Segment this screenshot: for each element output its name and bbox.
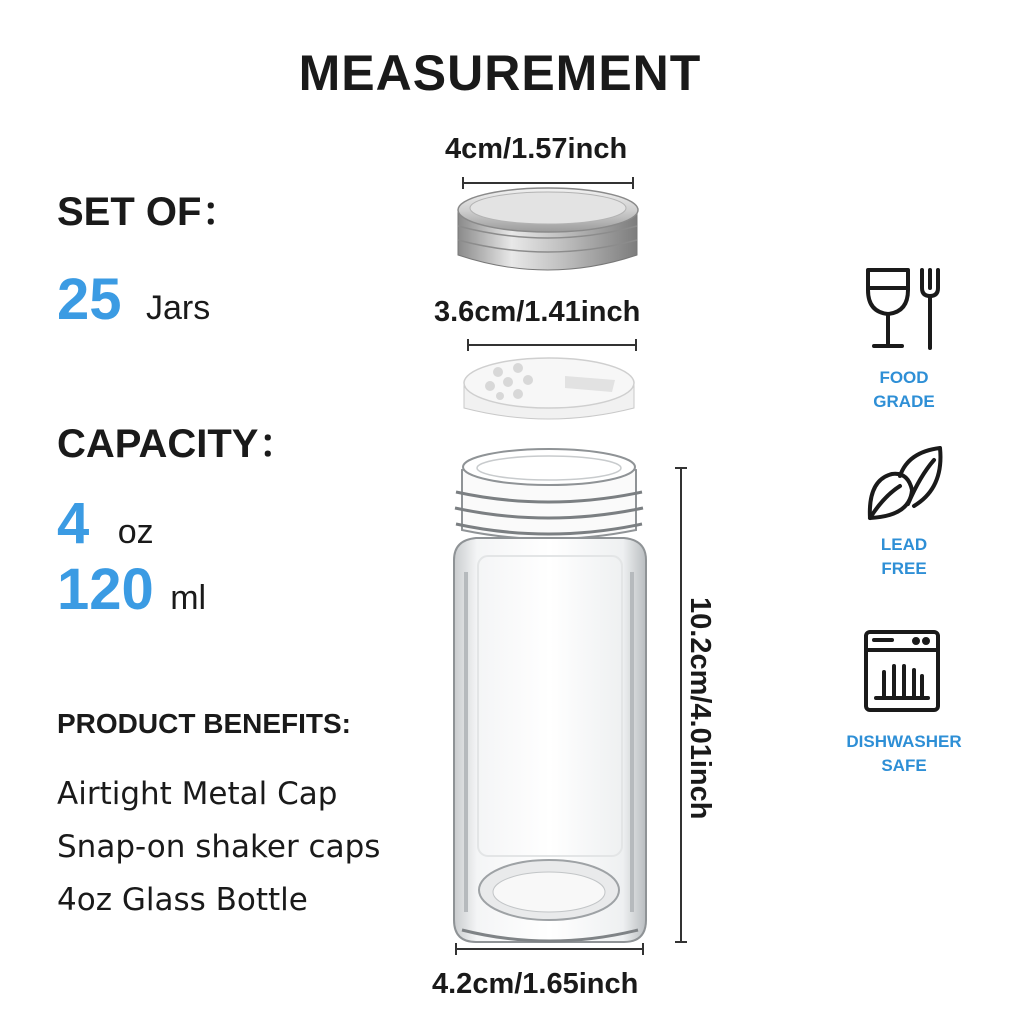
badge-food-grade: [834, 366, 974, 414]
set-count: 25: [57, 267, 122, 332]
badge-line: FOOD: [879, 368, 929, 387]
metal-cap-dimension: 4cm/1.57inch: [445, 133, 628, 165]
benefit-item: 4oz Glass Bottle: [57, 882, 308, 918]
badge-line: LEAD: [880, 535, 928, 554]
height-dimension-line: [675, 468, 687, 942]
badge-line: FREE: [881, 559, 927, 578]
capacity-oz-value: 4: [57, 491, 90, 556]
set-of-label: SET OF：: [57, 190, 242, 234]
page-title: MEASUREMENT: [298, 45, 702, 101]
base-dimension: 4.2cm/1.65inch: [432, 968, 639, 1000]
set-unit: Jars: [145, 289, 211, 327]
metal-cap: [458, 188, 638, 270]
badge-dishwasher-safe: [818, 730, 990, 778]
base-dimension-line: [456, 943, 643, 955]
leaf-icon: [862, 446, 946, 522]
benefits-title: PRODUCT BENEFITS:: [57, 708, 351, 739]
badge-lead-free: [834, 533, 974, 581]
badge-line: DISHWASHER: [846, 732, 962, 751]
capacity-label: CAPACITY：: [57, 422, 299, 466]
benefit-item: Snap-on shaker caps: [57, 829, 381, 865]
dishwasher-icon: [862, 628, 942, 714]
capacity-oz-unit: oz: [117, 513, 154, 551]
metal-cap-dimension-line: [463, 177, 633, 189]
capacity-ml-value: 120: [57, 557, 154, 622]
glass-jar: [454, 449, 646, 942]
food-grade-icon: [862, 266, 946, 352]
badge-line: GRADE: [873, 392, 935, 411]
benefit-item: Airtight Metal Cap: [57, 776, 338, 812]
shaker-cap: [464, 358, 634, 419]
badge-line: SAFE: [881, 756, 927, 775]
height-dimension: 10.2cm/4.01inch: [684, 597, 716, 820]
capacity-ml-unit: ml: [170, 579, 207, 617]
shaker-cap-dimension: 3.6cm/1.41inch: [434, 296, 641, 328]
shaker-cap-dimension-line: [468, 339, 636, 351]
